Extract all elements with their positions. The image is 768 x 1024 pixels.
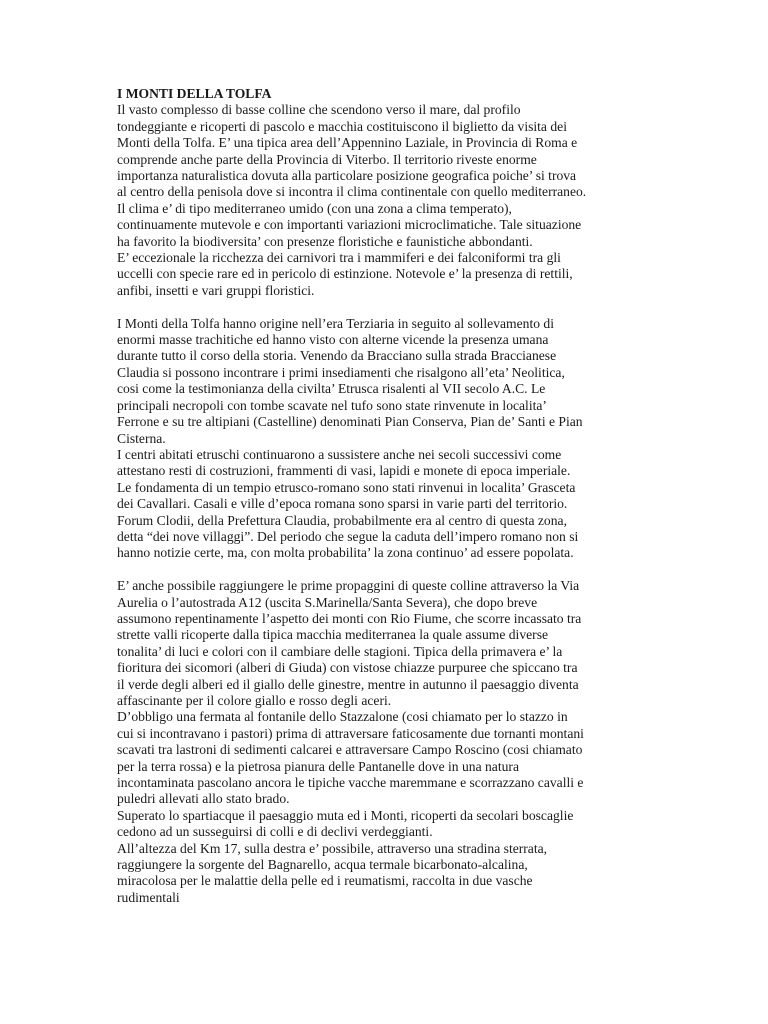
text-line: detta “dei nove villaggi”. Del periodo che segue la caduta dell’impero romano non si xyxy=(117,528,579,544)
text-line: scavati tra lastroni di sedimenti calcarei e attraversare Campo Roscino (cosi chiamato xyxy=(117,742,583,758)
text-line: uccelli con specie rare ed in pericolo di estinzione. Notevole e’ la presenza di rettili, xyxy=(117,266,573,282)
document-title: I MONTI DELLA TOLFA xyxy=(117,86,272,101)
paragraph xyxy=(117,102,657,250)
text-line: enormi masse trachitiche ed hanno visto con alterne vicende la presenza umana xyxy=(117,332,549,348)
paragraph xyxy=(117,808,657,841)
text-line: D’obbligo una fermata al fontanile dello Stazzalone (cosi chiamato per lo stazzo in xyxy=(117,709,568,725)
document-body xyxy=(117,86,657,906)
paragraph xyxy=(117,841,657,907)
text-line: durante tutto il corso della storia. Venendo da Bracciano sulla strada Braccianese xyxy=(117,348,557,364)
text-line: continuamente mutevole e con importanti variazioni microclimatiche. Tale situazione xyxy=(117,217,582,233)
text-line: All’altezza del Km 17, sulla destra e’ possibile, attraverso una stradina sterrata, xyxy=(117,840,548,856)
text-line: assumono repentinamente l’aspetto dei monti con Rio Fiume, che scorre incassato tra xyxy=(117,610,582,626)
text-line: miracolosa per le malattie della pelle ed i reumatismi, raccolta in due vasche xyxy=(117,873,533,889)
paragraph xyxy=(117,709,657,807)
text-line: Ferrone e su tre altipiani (Castelline) denominati Pian Conserva, Pian de’ Santi e Pian xyxy=(117,414,583,430)
text-line: incontaminata pascolano ancora le tipiche vacche maremmane e scorrazzano cavalli e xyxy=(117,775,584,791)
text-line: Claudia si possono incontrare i primi insediamenti che risalgono all’eta’ Neolitica, xyxy=(117,364,565,380)
paragraphs-container xyxy=(117,102,657,906)
text-line: I Monti della Tolfa hanno origine nell’era Terziaria in seguito al sollevamento di xyxy=(117,315,554,331)
text-line: cui si incontravano i pastori) prima di attraversare faticosamente due tornanti montani xyxy=(117,725,584,741)
text-line: Forum Clodii, della Prefettura Claudia, probabilmente era al centro di questa zona, xyxy=(117,512,567,528)
text-line: comprende anche parte della Provincia di Viterbo. Il territorio riveste enorme xyxy=(117,151,537,167)
text-line: dei Cavallari. Casali e ville d’epoca romana sono sparsi in varie parti del territorio. xyxy=(117,496,568,512)
text-line: Le fondamenta di un tempio etrusco-romano sono stati rinvenui in localita’ Grasceta xyxy=(117,479,576,495)
paragraph xyxy=(117,250,657,299)
text-line: al centro della penisola dove si incontra il clima continentale con quello mediterraneo. xyxy=(117,184,587,200)
text-line: Cisterna. xyxy=(117,430,166,446)
text-line: tondeggiante e ricoperti di pascolo e macchia costituiscono il biglietto da visita dei xyxy=(117,118,567,134)
text-line: tonalita’ di luci e colori con il cambiare delle stagioni. Tipica della primavera e’ la xyxy=(117,643,563,659)
text-line: principali necropoli con tombe scavate nel tufo sono state rinvenute in localita’ xyxy=(117,397,547,413)
text-line: Monti della Tolfa. E’ una tipica area dell’Appennino Laziale, in Provincia di Roma e xyxy=(117,135,578,151)
text-line: attestano resti di costruzioni, frammenti di vasi, lapidi e monete di epoca imperiale. xyxy=(117,463,571,479)
paragraph-gap xyxy=(117,299,657,315)
text-line: strette valli ricoperte dalla tipica macchia mediterranea la quale assume diverse xyxy=(117,627,549,643)
text-line: per la terra rossa) e la pietrosa pianura delle Pantanelle dove in una natura xyxy=(117,758,519,774)
text-line: I centri abitati etruschi continuarono a sussistere anche nei secoli successivi come xyxy=(117,446,562,462)
text-line: importanza naturalistica dovuta alla particolare posizione geografica poiche’ si trova xyxy=(117,168,577,184)
text-line: cosi come la testimonianza della civilta’ Etrusca risalenti al VII secolo A.C. Le xyxy=(117,381,546,397)
text-line: Aurelia o l’autostrada A12 (uscita S.Marinella/Santa Severa), che dopo breve xyxy=(117,594,538,610)
text-line: cedono ad un susseguirsi di colli e di declivi verdeggianti. xyxy=(117,824,433,840)
text-line: fioritura dei sicomori (alberi di Giuda) con vistose chiazze purpuree che spiccano tra xyxy=(117,660,578,676)
text-line: Superato lo spartiacque il paesaggio muta ed i Monti, ricoperti da secolari boscaglie xyxy=(117,807,574,823)
text-line: Il vasto complesso di basse colline che scendono verso il mare, dal profilo xyxy=(117,102,521,118)
text-line: il verde degli alberi ed il giallo delle ginestre, mentre in autunno il paesaggio diventa xyxy=(117,676,579,692)
text-line: Il clima e’ di tipo mediterraneo umido (con una zona a clima temperato), xyxy=(117,200,512,216)
paragraph xyxy=(117,578,657,709)
paragraph-gap xyxy=(117,562,657,578)
paragraph xyxy=(117,316,657,447)
text-line: raggiungere la sorgente del Bagnarello, acqua termale bicarbonato-alcalina, xyxy=(117,857,528,873)
text-line: E’ eccezionale la ricchezza dei carnivori tra i mammiferi e dei falconiformi tra gli xyxy=(117,250,561,266)
text-line: ha favorito la biodiversita’ con presenze floristiche e faunistiche abbondanti. xyxy=(117,233,533,249)
text-line: puledri allevati allo stato brado. xyxy=(117,791,290,807)
text-line: E’ anche possibile raggiungere le prime propaggini di queste colline attraverso la Via xyxy=(117,578,580,594)
text-line: affascinante per il colore giallo e rosso degli aceri. xyxy=(117,693,392,708)
text-line: anfibi, insetti e vari gruppi floristici. xyxy=(117,282,315,298)
text-line: hanno notizie certe, ma, con molta probabilita’ la zona continuo’ ad essere popolata. xyxy=(117,545,574,561)
text-line: rudimentali xyxy=(117,889,180,905)
paragraph xyxy=(117,447,657,562)
